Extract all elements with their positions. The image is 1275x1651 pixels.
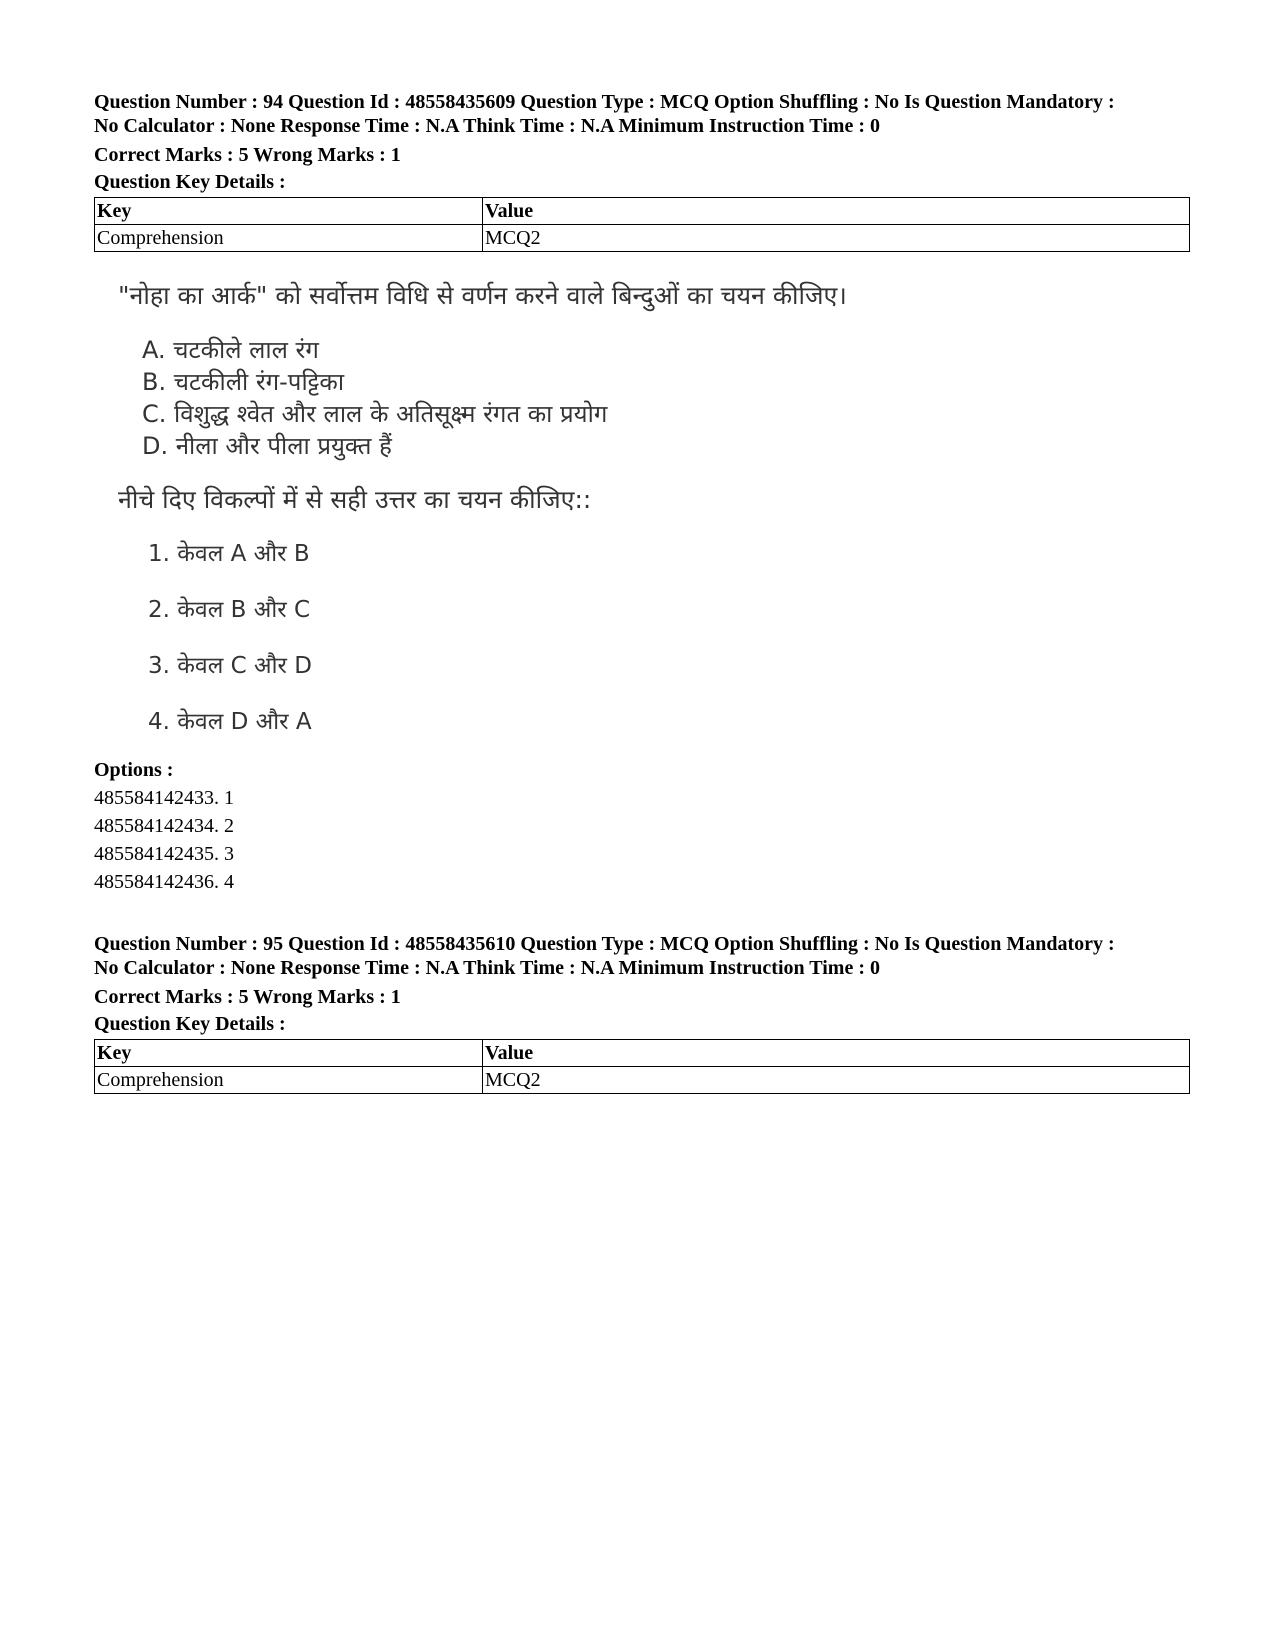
question-header-line1: Question Number : 95 Question Id : 48558435610 Question Type : MCQ Option Shuffling : No Is Question Mandatory : [94, 933, 1115, 955]
question-marks: Correct Marks : 5 Wrong Marks : 1 [94, 986, 401, 1008]
statement-item: A. चटकीले लाल रंग [142, 336, 319, 364]
key-table-94 [94, 197, 1194, 252]
table-row [95, 1067, 1190, 1094]
key-table-header-value: Value [483, 198, 1190, 225]
options-label: Options : [94, 759, 174, 781]
question-marks: Correct Marks : 5 Wrong Marks : 1 [94, 144, 401, 166]
question-image [118, 280, 847, 738]
key-table-header-value: Value [483, 1040, 1190, 1067]
key-table-95 [94, 1039, 1194, 1094]
key-details-label: Question Key Details : [94, 1013, 286, 1035]
key-table-header-key: Key [95, 1040, 483, 1067]
key-table-cell: Comprehension [95, 225, 483, 252]
question-header-line2: No Calculator : None Response Time : N.A Think Time : N.A Minimum Instruction Time : 0 [94, 957, 880, 979]
statement-item: B. चटकीली रंग-पट्टिका [142, 368, 345, 396]
answer-choice: 3. केवल C और D [148, 653, 312, 679]
question-instruction: नीचे दिए विकल्पों में से सही उत्तर का चयन कीजिए:: [118, 485, 592, 514]
key-table-header-key: Key [95, 198, 483, 225]
key-details-label: Question Key Details : [94, 171, 286, 193]
answer-choice: 4. केवल D और A [148, 709, 312, 735]
question-95-header [94, 932, 1194, 980]
key-table-cell: Comprehension [95, 1067, 483, 1094]
option-item: 485584142435. 3 [94, 843, 234, 865]
option-item: 485584142436. 4 [94, 871, 234, 893]
answer-choice: 1. केवल A और B [148, 541, 310, 567]
key-table-cell: MCQ2 [483, 1067, 1190, 1094]
option-item: 485584142434. 2 [94, 815, 234, 837]
key-table-cell: MCQ2 [483, 225, 1190, 252]
options-list [94, 784, 1194, 896]
statement-item: C. विशुद्ध श्वेत और लाल के अतिसूक्ष्म रंगत का प्रयोग [142, 400, 608, 428]
statement-item: D. नीला और पीला प्रयुक्त हैं [142, 432, 392, 460]
question-header-line1: Question Number : 94 Question Id : 48558435609 Question Type : MCQ Option Shuffling : No Is Question Mandatory : [94, 91, 1115, 113]
table-row [95, 225, 1190, 252]
question-94-header [94, 90, 1194, 138]
question-stem: "नोहा का आर्क" को सर्वोत्तम विधि से वर्णन करने वाले बिन्दुओं का चयन कीजिए। [118, 281, 847, 310]
question-header-line2: No Calculator : None Response Time : N.A Think Time : N.A Minimum Instruction Time : 0 [94, 115, 880, 137]
answer-choice: 2. केवल B और C [148, 597, 311, 623]
option-item: 485584142433. 1 [94, 787, 234, 809]
